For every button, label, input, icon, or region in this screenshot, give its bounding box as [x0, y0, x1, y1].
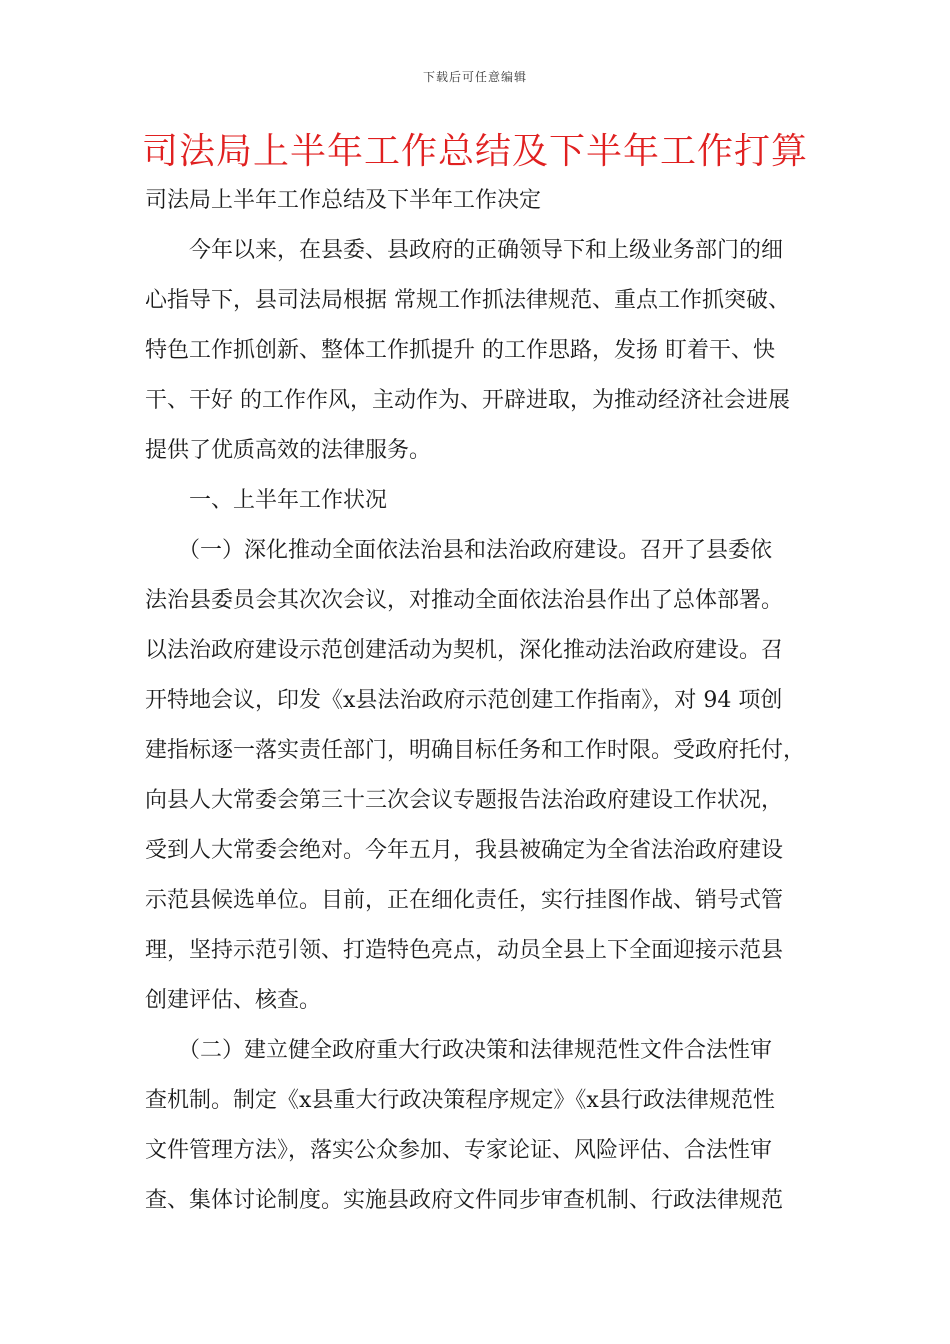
- paragraph-line: 法治县委员会其次次会议，对推动全面依法治县作出了总体部署。: [145, 588, 784, 613]
- paragraph-line: 查、集体讨论制度。实施县政府文件同步审查机制、行政法律规范: [145, 1188, 784, 1213]
- subtitle-line: 司法局上半年工作总结及下半年工作决定: [145, 188, 542, 213]
- paragraph-line: 以法治政府建设示范创建活动为契机，深化推动法治政府建设。召: [145, 638, 784, 663]
- paragraph-line: 心指导下，县司法局根据 常规工作抓法律规范、重点工作抓突破、: [145, 288, 790, 313]
- paragraph-line: 理，坚持示范引领、打造特色亮点，动员全县上下全面迎接示范县: [145, 938, 784, 963]
- paragraph-line: （二）建立健全政府重大行政决策和法律规范性文件合法性审: [145, 1038, 773, 1063]
- paragraph-line: 受到人大常委会绝对。今年五月，我县被确定为全省法治政府建设: [145, 838, 784, 863]
- paragraph-line: 开特地会议，印发《x县法治政府示范创建工作指南》，对 94 项创: [145, 688, 783, 713]
- paragraph-line: 文件管理方法》，落实公众参加、专家论证、风险评估、合法性审: [145, 1138, 773, 1163]
- paragraph-line: 特色工作抓创新、整体工作抓提升 的工作思路，发扬 盯着干、快: [145, 338, 775, 363]
- paragraph-line: 今年以来，在县委、县政府的正确领导下和上级业务部门的细: [145, 238, 784, 263]
- paragraph-line: 查机制。制定《x县重大行政决策程序规定》《x县行政法律规范性: [145, 1088, 775, 1113]
- document-title: 司法局上半年工作总结及下半年工作打算: [141, 131, 808, 172]
- paragraph-line: 建指标逐一落实责任部门，明确目标任务和工作时限。受政府托付，: [145, 738, 806, 763]
- paragraph-line: （一）深化推动全面依法治县和法治政府建设。召开了县委依: [145, 538, 773, 563]
- paragraph-line: 提供了优质高效的法律服务。: [145, 438, 432, 463]
- header-note: 下载后可任意编辑: [422, 70, 527, 84]
- document-body: [145, 176, 810, 1226]
- section-heading: 一、上半年工作状况: [145, 488, 388, 513]
- paragraph-line: 向县人大常委会第三十三次会议专题报告法治政府建设工作状况，: [145, 788, 784, 813]
- paragraph-line: 示范县候选单位。目前，正在细化责任，实行挂图作战、销号式管: [145, 888, 784, 913]
- paragraph-line: 干、干好 的工作作风，主动作为、开辟进取，为推动经济社会进展: [145, 388, 790, 413]
- paragraph-line: 创建评估、核查。: [145, 988, 322, 1013]
